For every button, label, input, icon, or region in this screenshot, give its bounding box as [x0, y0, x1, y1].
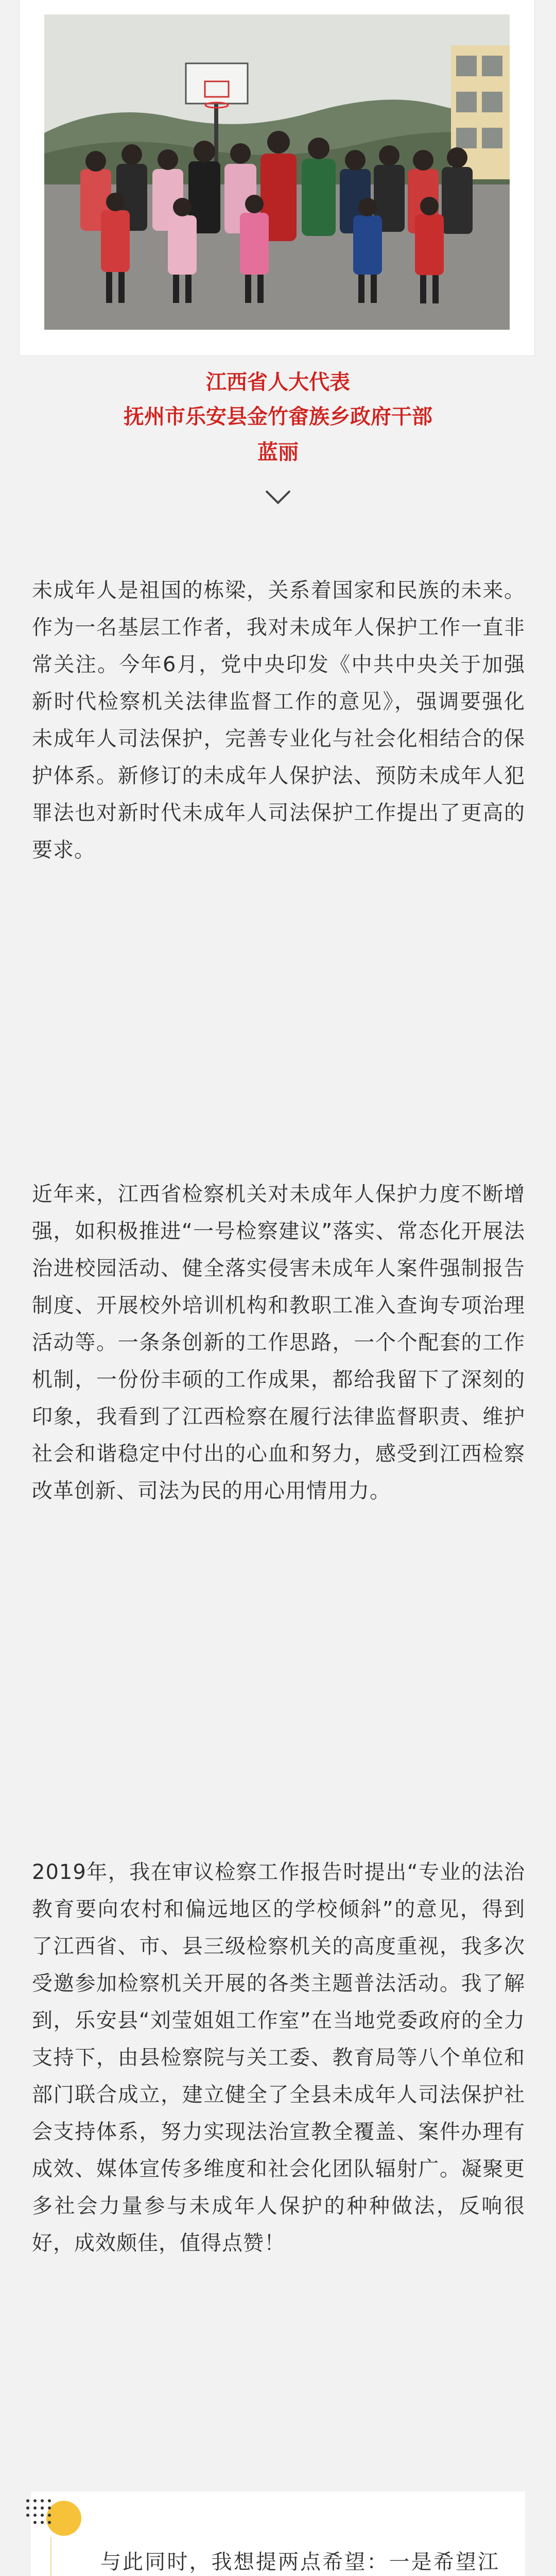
chevron-down-icon [264, 488, 292, 506]
caption-name: 蓝丽 [257, 440, 299, 464]
paragraph-2: 近年来，江西省检察机关对未成年人保护力度不断增强，如积极推进“一号检察建议”落实、常态化开展法治进校园活动、健全落实侵害未成年人案件强制报告制度、开展校外培训机构和教职工准入查询专项治理活动等。一条条创新的工作思路，一个个配套的工作机制，一份份丰硕的工作成果，都给我留下了深刻的印象，我看到了江西检察在履行法律监督职责、维护社会和谐稳定中付出的心血和努力，感受到江西检察改革创新、司法为民的用心用情用力。 [32, 1182, 525, 1503]
quote-text: 与此同时，我想提两点希望：一是希望江 [100, 2550, 499, 2574]
dotted-circle-icon [22, 2482, 89, 2544]
paragraph-1: 未成年人是祖国的栋梁，关系着国家和民族的未来。作为一名基层工作者，我对未成年人保护工作一直非常关注。今年6月，党中央印发《中共中央关于加强新时代检察机关法律监督工作的意见》，强调要强化未成年人司法保护，完善专业化与社会化相结合的保护体系。新修订的未成年人保护法、预防未成年人犯罪法也对新时代未成年人司法保护工作提出了更高的要求。 [32, 579, 525, 862]
photo-card [20, 0, 534, 355]
quote-box [31, 2492, 525, 2576]
group-photo-illustration [44, 14, 510, 330]
caption-position: 抚州市乐安县金竹畲族乡政府干部 [124, 405, 432, 429]
group-photo [44, 14, 510, 330]
paragraph-3: 2019年，我在审议检察工作报告时提出“专业的法治教育要向农村和偏远地区的学校倾斜”的意见，得到了江西省、市、县三级检察机关的高度重视，我多次受邀参加检察机关开展的各类主题普法活动。我了解到，乐安县“刘莹姐姐工作室”在当地党委政府的全力支持下，由县检察院与关工委、教育局等八个单位和部门联合成立，建立健全了全县未成年人司法保护社会支持体系，努力实现法治宣教全覆盖、案件办理有成效、媒体宣传多维度和社会化团队辐射广。凝聚更多社会力量参与未成年人保护的种种做法，反响很好，成效颇佳，值得点赞！ [32, 1860, 525, 2255]
caption-title: 江西省人大代表 [206, 370, 350, 394]
